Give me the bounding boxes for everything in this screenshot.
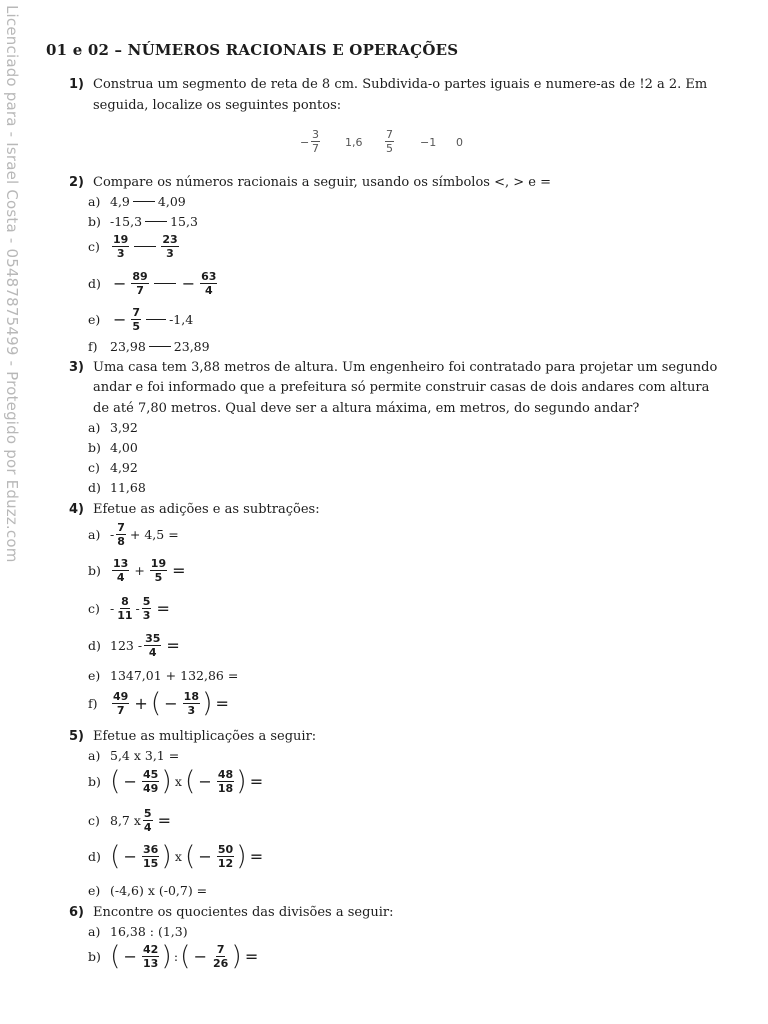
fraction <box>131 270 148 297</box>
fraction <box>161 233 178 260</box>
option-label: d) <box>88 276 101 291</box>
fraction <box>142 595 152 622</box>
question-text: Efetue as adições e as subtrações: <box>93 502 320 517</box>
item-d <box>88 843 266 870</box>
fraction <box>183 690 200 717</box>
expression: (-4,6) x (-0,7) = <box>110 883 208 898</box>
item-label: d) <box>88 638 101 653</box>
equals-sign: = <box>166 636 180 655</box>
numerator: 3 <box>312 128 319 141</box>
item-c <box>88 595 173 622</box>
denominator: 49 <box>142 782 159 795</box>
item-label: e) <box>88 883 101 898</box>
item-b <box>88 768 266 795</box>
expression: 16,38 : (1,3) <box>110 924 188 939</box>
fraction <box>385 128 394 155</box>
item-b <box>88 943 261 970</box>
fraction <box>142 843 159 870</box>
minus-sign: − <box>164 694 178 713</box>
question-text: Construa um segmento de reta de 8 cm. Subdivida-o partes iguais e numere-as de !2 a 2. Em <box>93 77 708 92</box>
denominator: 18 <box>217 782 234 795</box>
right-parenthesis: ) <box>231 941 242 972</box>
right-parenthesis: ) <box>161 841 172 872</box>
item-label: b) <box>88 563 101 578</box>
fraction <box>144 632 161 659</box>
expression: 1347,01 + 132,86 = <box>110 668 239 683</box>
denominator: 11 <box>117 609 133 622</box>
denominator: 7 <box>136 284 144 297</box>
answer-blank[interactable] <box>145 221 167 222</box>
equals-sign: = <box>249 847 264 866</box>
equals-sign: = <box>172 561 186 580</box>
right-parenthesis: ) <box>161 941 172 972</box>
question-text: Encontre os quocientes das divisões a seguir: <box>93 905 394 920</box>
equals-sign: = <box>157 811 171 830</box>
option-a[interactable] <box>88 420 138 435</box>
division-sign: : <box>173 949 179 964</box>
fraction <box>112 557 129 584</box>
item-label: a) <box>88 748 101 763</box>
left-parenthesis: ( <box>180 941 191 972</box>
right-value: 23,89 <box>173 339 210 354</box>
denominator: 4 <box>143 821 152 834</box>
item-d <box>88 632 183 659</box>
answer-blank[interactable] <box>146 319 166 320</box>
denominator: 15 <box>142 857 159 870</box>
point-sign: − <box>300 136 310 149</box>
right-parenthesis: ) <box>236 766 247 797</box>
numerator: 48 <box>217 768 234 781</box>
expression-prefix: 123 - <box>110 638 143 653</box>
left-parenthesis: ( <box>150 688 162 719</box>
answer-blank[interactable] <box>134 246 156 247</box>
numerator: 8 <box>121 595 129 608</box>
item-c <box>88 807 174 834</box>
right-value: 4,09 <box>157 194 186 209</box>
fraction <box>143 807 153 834</box>
numerator: 5 <box>143 807 152 820</box>
plus-sign: + <box>134 694 148 713</box>
answer-blank[interactable] <box>154 283 176 284</box>
minus-sign: − <box>181 274 196 293</box>
times-sign: x <box>174 774 182 789</box>
fraction <box>311 128 320 155</box>
item-label: d) <box>88 849 101 864</box>
item-label: f) <box>88 696 98 711</box>
numerator: 19 <box>150 557 167 570</box>
option-label: c) <box>88 239 100 254</box>
minus-sign: - <box>135 601 140 616</box>
option-label: a) <box>88 420 101 435</box>
option-d <box>88 270 219 297</box>
equals-sign: = <box>244 947 259 966</box>
minus-sign: − <box>123 847 137 866</box>
denominator: 4 <box>148 646 157 659</box>
question-text: andar e foi informado que a prefeitura só permite construir casas de dois andares com altura <box>93 380 710 395</box>
fraction <box>200 270 217 297</box>
option-label: f) <box>88 339 98 354</box>
option-b <box>88 214 198 229</box>
left-parenthesis: ( <box>184 841 196 872</box>
option-value: 4,00 <box>110 440 138 455</box>
item-b <box>88 557 189 584</box>
denominator: 3 <box>116 247 125 260</box>
option-b[interactable] <box>88 440 138 455</box>
left-value: -15,3 <box>110 214 143 229</box>
left-value: 4,9 <box>110 194 130 209</box>
question-number: 5) <box>69 729 84 744</box>
left-parenthesis: ( <box>110 941 121 972</box>
question-text: seguida, localize os seguintes pontos: <box>93 98 342 113</box>
equals-sign: = <box>215 694 229 713</box>
option-label: b) <box>88 440 101 455</box>
right-value: -1,4 <box>169 312 194 327</box>
minus-sign: − <box>198 772 212 791</box>
denominator: 3 <box>142 609 151 622</box>
numerator: 63 <box>201 270 217 283</box>
option-value: 4,92 <box>110 460 138 475</box>
numerator: 7 <box>216 943 225 956</box>
item-a <box>88 521 179 548</box>
left-parenthesis: ( <box>184 766 196 797</box>
question-number: 3) <box>69 360 84 375</box>
denominator: 3 <box>187 704 196 717</box>
option-label: b) <box>88 214 101 229</box>
item-label: a) <box>88 924 101 939</box>
numerator: 7 <box>117 521 125 534</box>
plus-sign: + <box>134 563 145 578</box>
item-label: b) <box>88 774 101 789</box>
fraction <box>142 943 159 970</box>
denominator: 7 <box>116 704 125 717</box>
watermark-text: Licenciado para - Israel Costa - 05487875499 - Protegido por Eduzz.com <box>3 5 21 563</box>
denominator: 13 <box>142 957 159 970</box>
option-label: c) <box>88 460 100 475</box>
point-value: 1,6 <box>345 136 363 149</box>
option-e <box>88 306 193 333</box>
question-text: Compare os números racionais a seguir, usando os símbolos <, > e = <box>93 175 551 190</box>
item-a <box>88 924 188 939</box>
question-number: 1) <box>69 77 84 92</box>
numerator: 19 <box>113 233 129 246</box>
item-a <box>88 748 179 763</box>
option-value: 11,68 <box>110 480 146 495</box>
question-text: Uma casa tem 3,88 metros de altura. Um engenheiro foi contratado para projetar um segundo <box>93 360 718 375</box>
option-label: e) <box>88 312 101 327</box>
minus-sign: − <box>113 274 127 293</box>
item-label: c) <box>88 601 100 616</box>
denominator: 26 <box>212 957 229 970</box>
numerator: 45 <box>142 768 159 781</box>
option-c[interactable] <box>88 460 138 475</box>
minus-sign: − <box>123 947 137 966</box>
option-a <box>88 194 186 209</box>
fraction <box>112 690 129 717</box>
numerator: 50 <box>217 843 234 856</box>
right-value: 15,3 <box>170 214 198 229</box>
item-label: e) <box>88 668 101 683</box>
item-label: a) <box>88 527 101 542</box>
option-value: 3,92 <box>110 420 138 435</box>
item-e <box>88 668 238 683</box>
point-value: −1 <box>420 136 437 149</box>
fraction <box>131 306 141 333</box>
numerator: 5 <box>142 595 151 608</box>
option-c <box>88 233 181 260</box>
option-d[interactable] <box>88 480 146 495</box>
numerator: 49 <box>113 690 129 703</box>
question-text: de até 7,80 metros. Qual deve ser a altura máxima, em metros, do segundo andar? <box>93 401 640 416</box>
fraction <box>150 557 167 584</box>
denominator: 7 <box>312 142 319 155</box>
question-number: 4) <box>69 502 84 517</box>
denominator: 8 <box>117 535 125 548</box>
question-number: 2) <box>69 175 84 190</box>
left-parenthesis: ( <box>110 766 121 797</box>
fraction <box>217 843 234 870</box>
question-number: 6) <box>69 905 84 920</box>
item-label: c) <box>88 813 100 828</box>
page-title: 01 e 02 – NÚMEROS RACIONAIS E OPERAÇÕES <box>46 41 459 59</box>
numerator: 18 <box>183 690 199 703</box>
numerator: 35 <box>145 632 161 645</box>
equals-sign: = <box>156 599 170 618</box>
fraction <box>212 943 229 970</box>
left-parenthesis: ( <box>110 841 121 872</box>
fraction <box>112 233 129 260</box>
numerator: 89 <box>132 270 148 283</box>
answer-blank[interactable] <box>133 201 155 202</box>
minus-sign: - <box>110 527 115 542</box>
item-e <box>88 883 207 898</box>
numerator: 7 <box>386 128 393 141</box>
answer-blank[interactable] <box>149 346 171 347</box>
denominator: 5 <box>386 142 393 155</box>
option-label: d) <box>88 480 101 495</box>
expression-prefix: 8,7 x <box>110 813 141 828</box>
minus-sign: − <box>198 847 212 866</box>
minus-sign: − <box>113 310 127 329</box>
times-sign: x <box>174 849 182 864</box>
minus-sign: - <box>110 601 115 616</box>
expression-rest: + 4,5 = <box>129 527 179 542</box>
right-parenthesis: ) <box>161 766 172 797</box>
expression: 5,4 x 3,1 = <box>110 748 180 763</box>
fraction <box>142 768 159 795</box>
question-text: Efetue as multiplicações a seguir: <box>93 729 317 744</box>
option-label: a) <box>88 194 101 209</box>
denominator: 3 <box>166 247 174 260</box>
denominator: 12 <box>217 857 234 870</box>
point-value: 0 <box>456 136 463 149</box>
right-parenthesis: ) <box>201 688 213 719</box>
fraction <box>217 768 234 795</box>
numerator: 36 <box>142 843 159 856</box>
equals-sign: = <box>249 772 264 791</box>
left-value: 23,98 <box>110 339 146 354</box>
fraction <box>116 521 126 548</box>
numerator: 13 <box>113 557 129 570</box>
denominator: 4 <box>116 571 125 584</box>
denominator: 5 <box>154 571 163 584</box>
option-f <box>88 339 210 354</box>
right-parenthesis: ) <box>236 841 247 872</box>
denominator: 4 <box>204 284 213 297</box>
item-f <box>88 690 232 717</box>
minus-sign: − <box>123 772 137 791</box>
denominator: 5 <box>132 320 141 333</box>
minus-sign: − <box>193 947 207 966</box>
numerator: 7 <box>132 306 141 319</box>
numerator: 23 <box>162 233 178 246</box>
numerator: 42 <box>142 943 159 956</box>
item-label: b) <box>88 949 101 964</box>
fraction <box>116 595 133 622</box>
